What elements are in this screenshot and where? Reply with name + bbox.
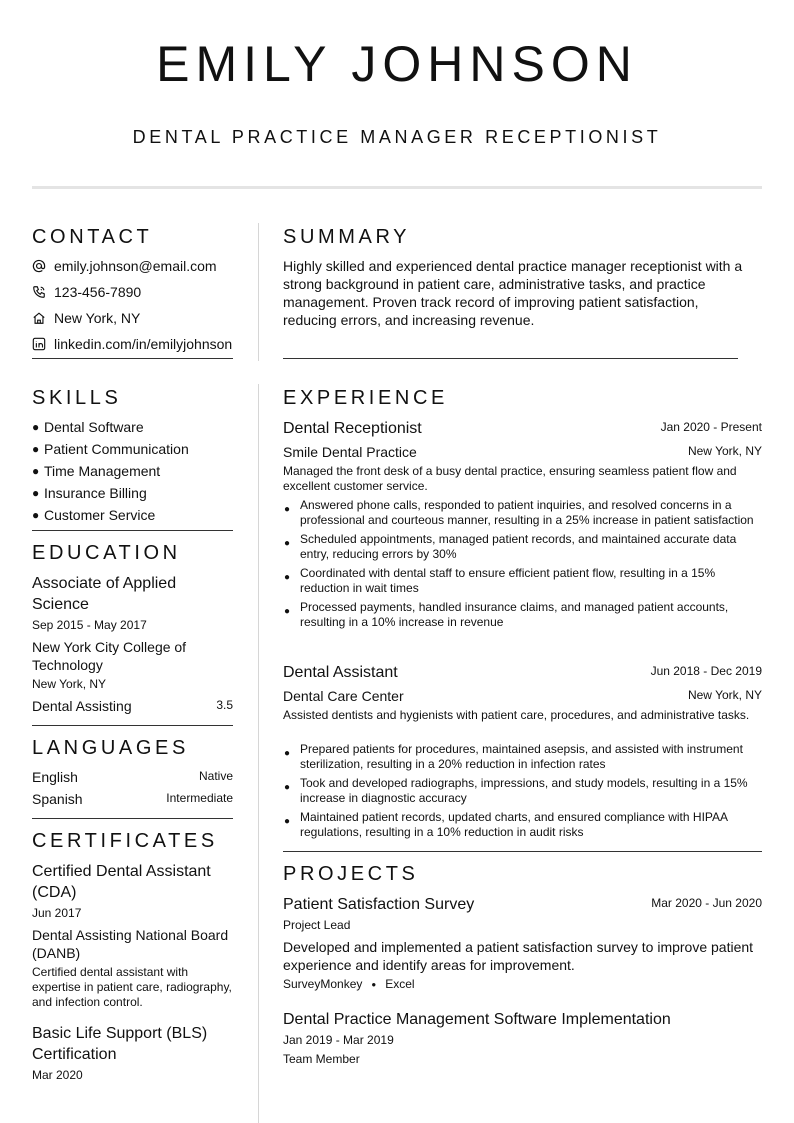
phone-icon [32,285,46,299]
job-company: Smile Dental Practice [283,444,417,460]
project-name: Patient Satisfaction Survey [283,896,475,913]
job-summary: Managed the front desk of a busy dental practice, ensuring seamless patient flow and excellent customer service. [283,464,737,493]
candidate-title: DENTAL PRACTICE MANAGER RECEPTIONIST [132,127,662,147]
language-level: Intermediate [166,791,233,805]
job-bullets [283,498,763,634]
certificate-name: Certified Dental Assistant (CDA) [32,863,211,901]
contact-divider [32,358,233,359]
project-description: Developed and implemented a patient satisfaction survey to improve patient experience and identify areas for improvement. [283,939,754,973]
certificate-name: Dental Assisting National Board (DANB) [32,927,229,961]
job-dates: Jan 2020 - Present [660,420,762,434]
language-name: English [32,769,78,785]
job-summary: Assisted dentists and hygienists with patient care, procedures, and administrative tasks. [283,708,750,722]
language-level: Native [198,769,233,783]
contact-linkedin[interactable] [32,334,232,354]
education-dates: Sep 2015 - May 2017 [32,618,147,632]
skill-item: ● Customer Service [32,507,156,523]
certificate-date: Jun 2017 [32,906,82,920]
job-location: New York, NY [687,688,762,702]
summary-divider [283,358,738,359]
contact-phone-text: 123-456-7890 [54,284,142,300]
job-role: Dental Assistant [283,664,398,681]
at-icon [32,259,46,273]
project-role: Project Lead [283,918,351,932]
certificate-name: Basic Life Support (BLS) Certification [32,1025,208,1063]
header-divider [32,186,762,189]
skill-item: ● Patient Communication [32,441,189,457]
job-dates: Jun 2018 - Dec 2019 [650,664,762,678]
job-bullet: ● Processed payments, handled insurance claims, and managed patient accounts, resulting in a 10% increase in revenue [284,600,729,629]
skills-list [32,416,242,526]
job-bullet: ● Coordinated with dental staff to ensure efficient patient flow, resulting in a 15% reduction in wait times [284,566,716,595]
job-company: Dental Care Center [283,688,404,704]
skill-item: ● Dental Software [32,419,144,435]
languages-heading: LANGUAGES [32,737,189,759]
job-bullet: ● Maintained patient records, updated charts, and ensured compliance with HIPAA regulations, resulting in a 10% reduction in audit risks [284,810,728,839]
projects-heading: PROJECTS [283,863,419,885]
education-gpa: 3.5 [216,698,233,712]
job-location: New York, NY [687,444,762,458]
contact-location-text: New York, NY [54,310,141,326]
home-icon [32,311,46,325]
certificate-date: Mar 2020 [32,1068,83,1082]
project-tools [283,977,415,992]
project-role: Team Member [283,1052,360,1066]
job-bullet: ● Answered phone calls, responded to patient inquiries, and resolved concerns in a professional and courteous manner, resulting in a 25% increase in patient satisfaction [284,498,754,527]
job-bullet: ● Scheduled appointments, managed patient records, and maintained accurate data entry, reducing errors by 30% [284,532,737,561]
project-dates: Mar 2020 - Jun 2020 [651,896,762,910]
skills-heading: SKILLS [32,387,122,409]
experience-divider [283,851,762,852]
language-name: Spanish [32,791,83,807]
summary-heading: SUMMARY [283,226,411,248]
education-field: Dental Assisting [32,698,132,714]
project-tool: SurveyMonkey [283,977,363,991]
linkedin-icon [32,337,46,351]
job-bullet: ● Prepared patients for procedures, maintained asepsis, and assisted with instrument sterilization, resulting in a 20% reduction in infection rates [284,742,743,771]
project-tool: Excel [385,977,415,991]
column-divider [258,384,259,1123]
contact-heading: CONTACT [32,226,153,248]
skill-item: ● Insurance Billing [32,485,147,501]
separator-dot: ● [371,980,377,989]
education-location: New York, NY [32,677,107,691]
experience-heading: EXPERIENCE [283,387,448,409]
candidate-name: EMILY JOHNSON [156,36,638,92]
contact-linkedin-text: linkedin.com/in/emilyjohnson [54,336,233,352]
education-school: New York City College of Technology [32,639,187,673]
contact-phone[interactable] [32,282,141,302]
summary-text: Highly skilled and experienced dental practice manager receptionist with a strong background in patient care, administrative tasks, and practice management. Proven track record of improving patient satisfaction, reducing errors, and increasing revenue. [283,258,743,328]
contact-email-text: emily.johnson@email.com [54,258,217,274]
job-bullets [283,742,763,844]
column-divider [258,223,259,361]
education-degree: Associate of Applied Science [32,575,177,613]
job-role: Dental Receptionist [283,420,422,437]
contact-email[interactable] [32,256,217,276]
education-heading: EDUCATION [32,542,181,564]
project-dates: Jan 2019 - Mar 2019 [283,1033,394,1047]
certificate-description: Certified dental assistant with expertise in patient care, radiography, and infection control. [32,965,232,1009]
languages-divider [32,818,233,819]
certificates-heading: CERTIFICATES [32,830,218,852]
skill-item: ● Time Management [32,463,161,479]
job-bullet: ● Took and developed radiographs, impressions, and study models, resulting in a 15% increase in diagnostic accuracy [284,776,748,805]
project-name: Dental Practice Management Software Implementation [283,1011,671,1028]
contact-location [32,308,140,328]
education-divider [32,725,233,726]
skills-divider [32,530,233,531]
